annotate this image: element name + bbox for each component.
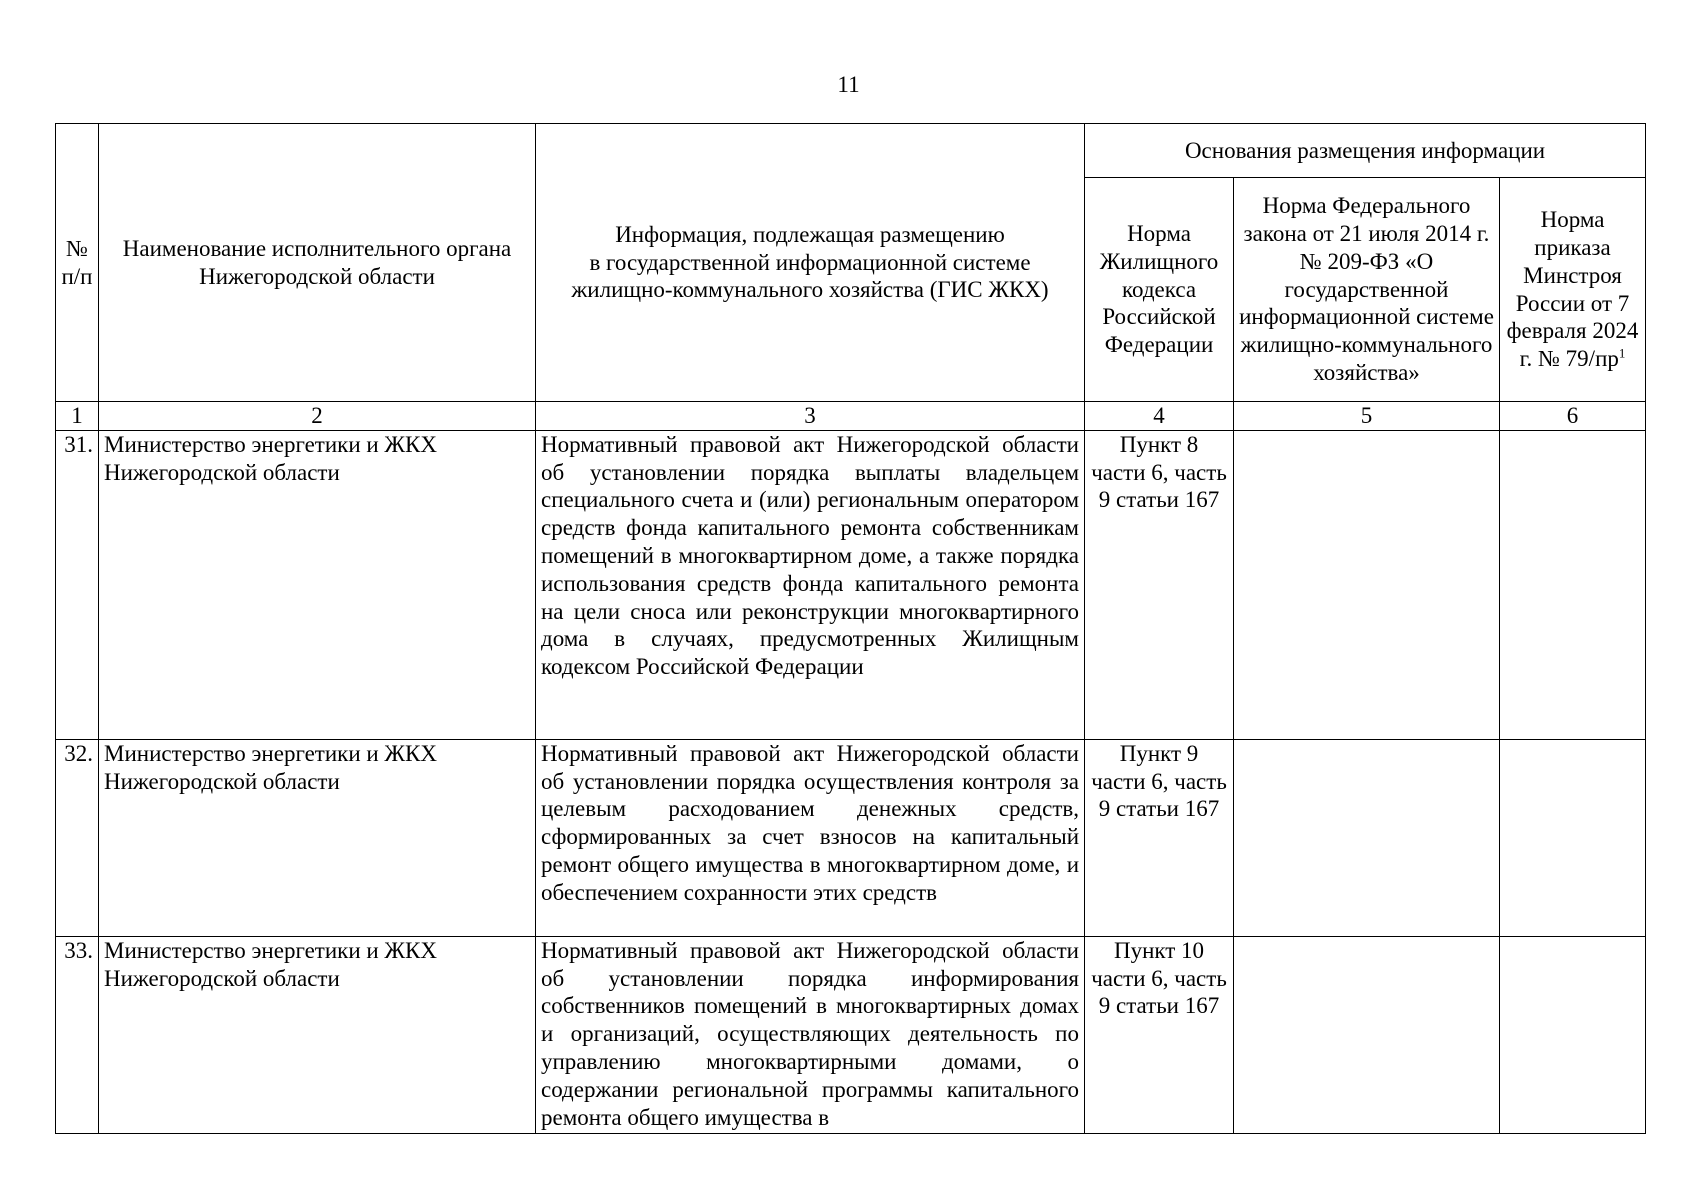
header-information-line2: в государственной информационной системе [589, 249, 1031, 275]
column-number: 4 [1085, 402, 1234, 431]
row-number: 31. [56, 430, 99, 739]
ministry-order-norm [1500, 430, 1646, 739]
ministry-order-norm [1500, 936, 1646, 1133]
column-number: 6 [1500, 402, 1646, 431]
information-text: Нормативный правовой акт Нижегородской области об установлении порядка информирования собственников помещений в многоквартирных домах и организаций, осуществляющих деятельность по управлению многоквартирными домами, о содержании региональной программы капитального ремонта общего имущества в [536, 936, 1085, 1133]
page-number: 11 [837, 72, 860, 97]
organ-name: Министерство энергетики и ЖКХ Нижегородской области [99, 936, 536, 1133]
header-number: № п/п [56, 124, 99, 402]
column-number-row [56, 402, 1646, 431]
header-housing-code-norm: Норма Жилищного кодекса Российской Федерации [1085, 178, 1234, 402]
column-number: 5 [1234, 402, 1500, 431]
header-grounds-group: Основания размещения информации [1085, 124, 1646, 178]
housing-code-norm: Пункт 10 части 6, часть 9 статьи 167 [1085, 936, 1234, 1133]
federal-law-norm [1234, 936, 1500, 1133]
table-header [56, 124, 1646, 431]
header-ministry-order-text: Норма приказа Минстроя России от 7 февраля 2024 г. № 79/пр [1506, 207, 1639, 372]
header-information [536, 124, 1085, 402]
table-row [56, 936, 1646, 1133]
footnote-mark: 1 [1618, 345, 1626, 361]
federal-law-norm [1234, 430, 1500, 739]
housing-code-norm: Пункт 8 части 6, часть 9 статьи 167 [1085, 430, 1234, 739]
column-number: 3 [536, 402, 1085, 431]
housing-code-norm: Пункт 9 части 6, часть 9 статьи 167 [1085, 739, 1234, 936]
header-organ: Наименование исполнительного органа Нижегородской области [99, 124, 536, 402]
table-row [56, 739, 1646, 936]
row-number: 32. [56, 739, 99, 936]
organ-name: Министерство энергетики и ЖКХ Нижегородской области [99, 739, 536, 936]
information-text: Нормативный правовой акт Нижегородской области об установлении порядка выплаты владельцем специального счета и (или) региональным оператором средств фонда капитального ремонта собственникам помещений в многоквартирном доме, а также порядка использования средств фонда капитального ремонта на цели сноса или реконструкции многоквартирного дома в случаях, предусмотренных Жилищным кодексом Российской Федерации [536, 430, 1085, 739]
header-federal-law-norm: Норма Федерального закона от 21 июля 2014 г. № 209-ФЗ «О государственной информационной системе жилищно-коммунального хозяйства» [1234, 178, 1500, 402]
row-number: 33. [56, 936, 99, 1133]
table-row [56, 430, 1646, 739]
header-ministry-order-norm [1500, 178, 1646, 402]
header-information-line3: жилищно-коммунального хозяйства (ГИС ЖКХ) [571, 277, 1049, 303]
federal-law-norm [1234, 739, 1500, 936]
information-text: Нормативный правовой акт Нижегородской области об установлении порядка осуществления контроля за целевым расходованием денежных средств, сформированных за счет взносов на капитальный ремонт общего имущества в многоквартирном доме, и обеспечением сохранности этих средств [536, 739, 1085, 936]
column-number: 2 [99, 402, 536, 431]
information-table [55, 123, 1646, 1134]
header-information-line1: Информация, подлежащая размещению [615, 221, 1005, 247]
ministry-order-norm [1500, 739, 1646, 936]
column-number: 1 [56, 402, 99, 431]
organ-name: Министерство энергетики и ЖКХ Нижегородской области [99, 430, 536, 739]
